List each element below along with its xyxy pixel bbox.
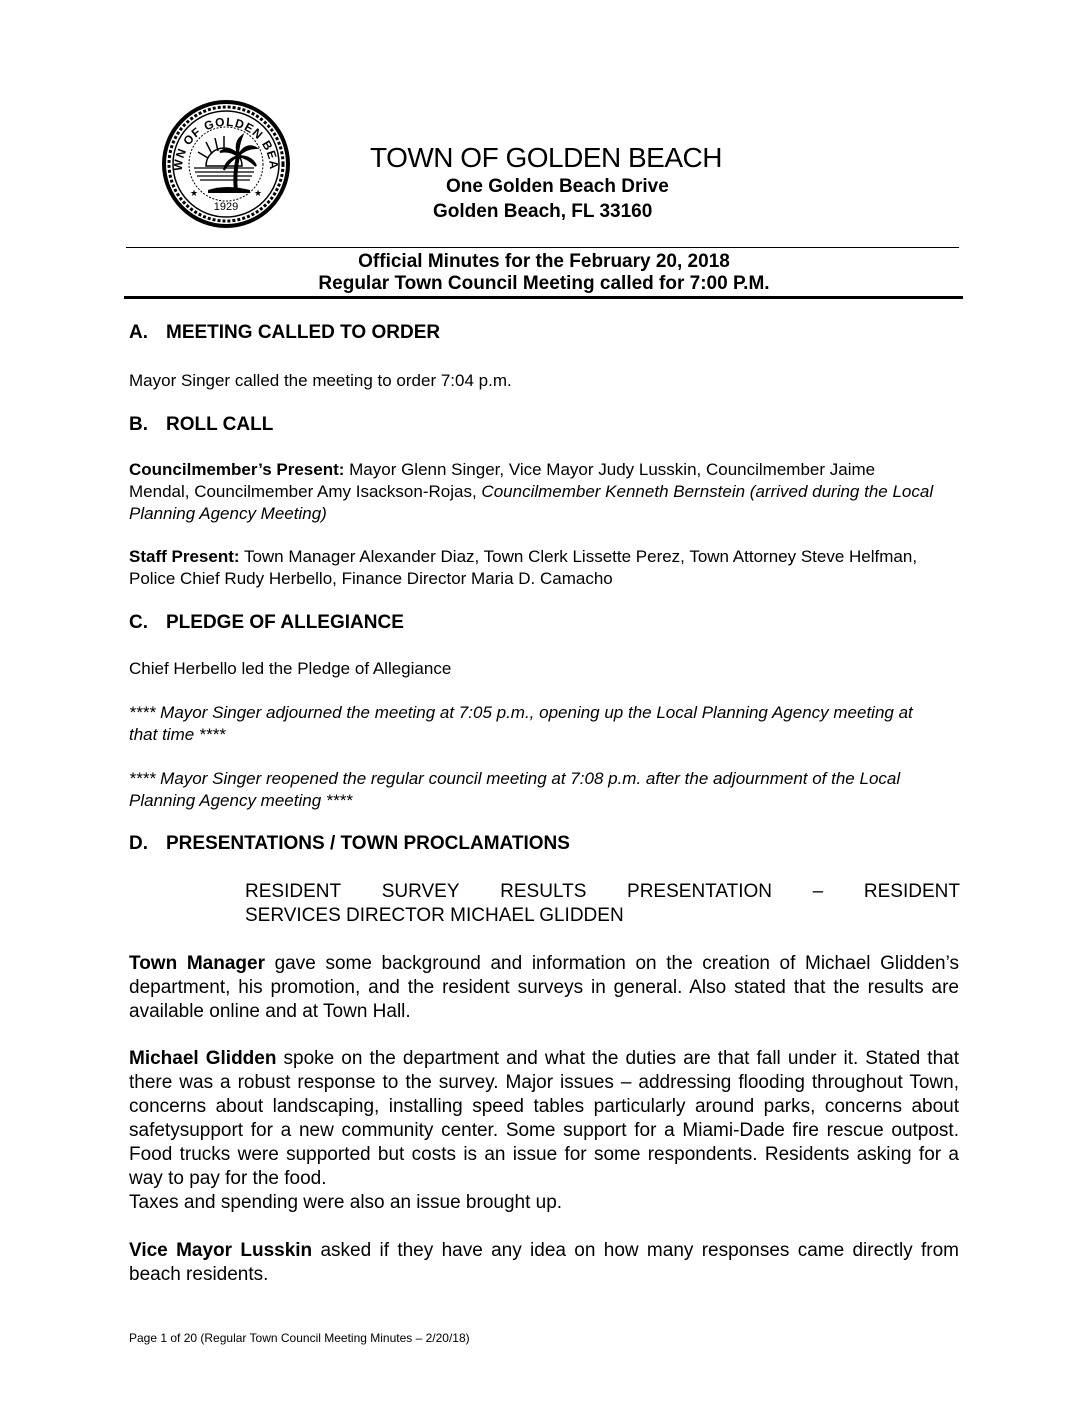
adjournment-note: **** Mayor Singer adjourned the meeting at 7:05 p.m., opening up the Local Planning Agency meeting at that time ****	[129, 703, 913, 744]
svg-text:★: ★	[254, 188, 263, 198]
section-letter: B.	[129, 414, 148, 435]
section-letter: C.	[129, 612, 148, 633]
page-footer: Page 1 of 20 (Regular Town Council Meeting Minutes – 2/20/18)	[129, 1331, 470, 1345]
speaker-label: Town Manager	[129, 953, 265, 974]
staff-label: Staff Present:	[129, 547, 240, 566]
section-heading-d	[129, 833, 570, 855]
speaker-label: Vice Mayor Lusskin	[129, 1240, 313, 1261]
speaker-label: Michael Glidden	[129, 1048, 277, 1069]
section-letter: D.	[129, 833, 148, 854]
section-heading-a	[129, 322, 440, 344]
section-heading-b	[129, 414, 273, 436]
word: SURVEY	[381, 881, 460, 902]
minutes-subtitle: Official Minutes for the February 20, 2018	[358, 251, 730, 272]
staff-list: Town Manager Alexander Diaz, Town Clerk Lissette Perez, Town Attorney Steve Helfman, Police Chief Rudy Herbello, Finance Director Maria D. Camacho	[129, 547, 918, 588]
section-a-body: Mayor Singer called the meeting to order 7:04 p.m.	[129, 371, 512, 390]
meeting-subtitle: Regular Town Council Meeting called for 7:00 P.M.	[318, 273, 770, 294]
presentation-item	[245, 880, 960, 928]
paragraph-text: asked if they have any idea on how many responses came directly from beach residents.	[129, 1240, 960, 1285]
section-heading-c	[129, 612, 404, 634]
presentation-item-line-2: SERVICES DIRECTOR MICHAEL GLIDDEN	[245, 905, 624, 926]
svg-text:1929: 1929	[213, 201, 239, 213]
section-title: ROLL CALL	[166, 414, 274, 435]
section-c-body: Chief Herbello led the Pledge of Allegiance	[129, 659, 452, 678]
address-line-1: One Golden Beach Drive	[446, 176, 669, 197]
reopening-note: **** Mayor Singer reopened the regular council meeting at 7:08 p.m. after the adjournment of the Local Planning Agency meeting ****	[129, 769, 901, 810]
councilmembers-label: Councilmember’s Present:	[129, 460, 345, 479]
section-letter: A.	[129, 322, 148, 343]
town-seal-logo	[162, 100, 290, 228]
paragraph-text: gave some background and information on the creation of Michael Glidden’s department, his promotion, and the resident surveys in general. Also stated that the results are available online and at Town Hall.	[129, 953, 959, 1022]
page-title: TOWN OF GOLDEN BEACH	[370, 142, 722, 173]
header-divider-thick	[124, 296, 963, 299]
svg-text:★: ★	[190, 188, 199, 198]
word: PRESENTATION	[627, 881, 773, 902]
section-title: PLEDGE OF ALLEGIANCE	[166, 612, 404, 633]
presentation-item-line-1	[245, 880, 960, 904]
word: RESIDENT	[863, 881, 960, 902]
staff-present	[129, 546, 919, 590]
section-title: PRESENTATIONS / TOWN PROCLAMATIONS	[166, 833, 570, 854]
word: RESULTS	[500, 881, 587, 902]
town-seal-icon	[162, 100, 290, 228]
councilmember-late-note: Councilmember Kenneth Bernstein (arrived during the Local Planning Agency Meeting)	[129, 482, 934, 523]
address-line-2: Golden Beach, FL 33160	[433, 201, 653, 222]
michael-glidden-paragraph	[129, 1047, 959, 1191]
paragraph-text: spoke on the department and what the duties are that fall under it. Stated that there was a robust response to the survey. Major issues – addressing flooding throughout Town, concerns about landscaping, installing speed tables particularly around parks, concerns about safetysupport for a new community center. Some support for a Miami-Dade fire rescue outpost. Food trucks were supported but costs is an issue for some respondents. Residents asking for a way to pay for the food.	[129, 1048, 959, 1189]
section-title: MEETING CALLED TO ORDER	[166, 322, 441, 343]
councilmembers-present	[129, 459, 939, 525]
header-divider	[126, 247, 959, 248]
word: –	[812, 881, 824, 902]
svg-text:TOWN OF GOLDEN BEACH: WN OF GOLDEN BEA	[170, 114, 282, 172]
vice-mayor-paragraph	[129, 1239, 959, 1287]
michael-glidden-paragraph-last-line: Taxes and spending were also an issue brought up.	[129, 1192, 563, 1213]
town-manager-paragraph	[129, 952, 959, 1024]
word: RESIDENT	[245, 881, 342, 902]
councilmembers-list: Mayor Glenn Singer, Vice Mayor Judy Lusskin, Councilmember Jaime Mendal, Councilmember Amy Isackson-Rojas,	[129, 460, 876, 501]
